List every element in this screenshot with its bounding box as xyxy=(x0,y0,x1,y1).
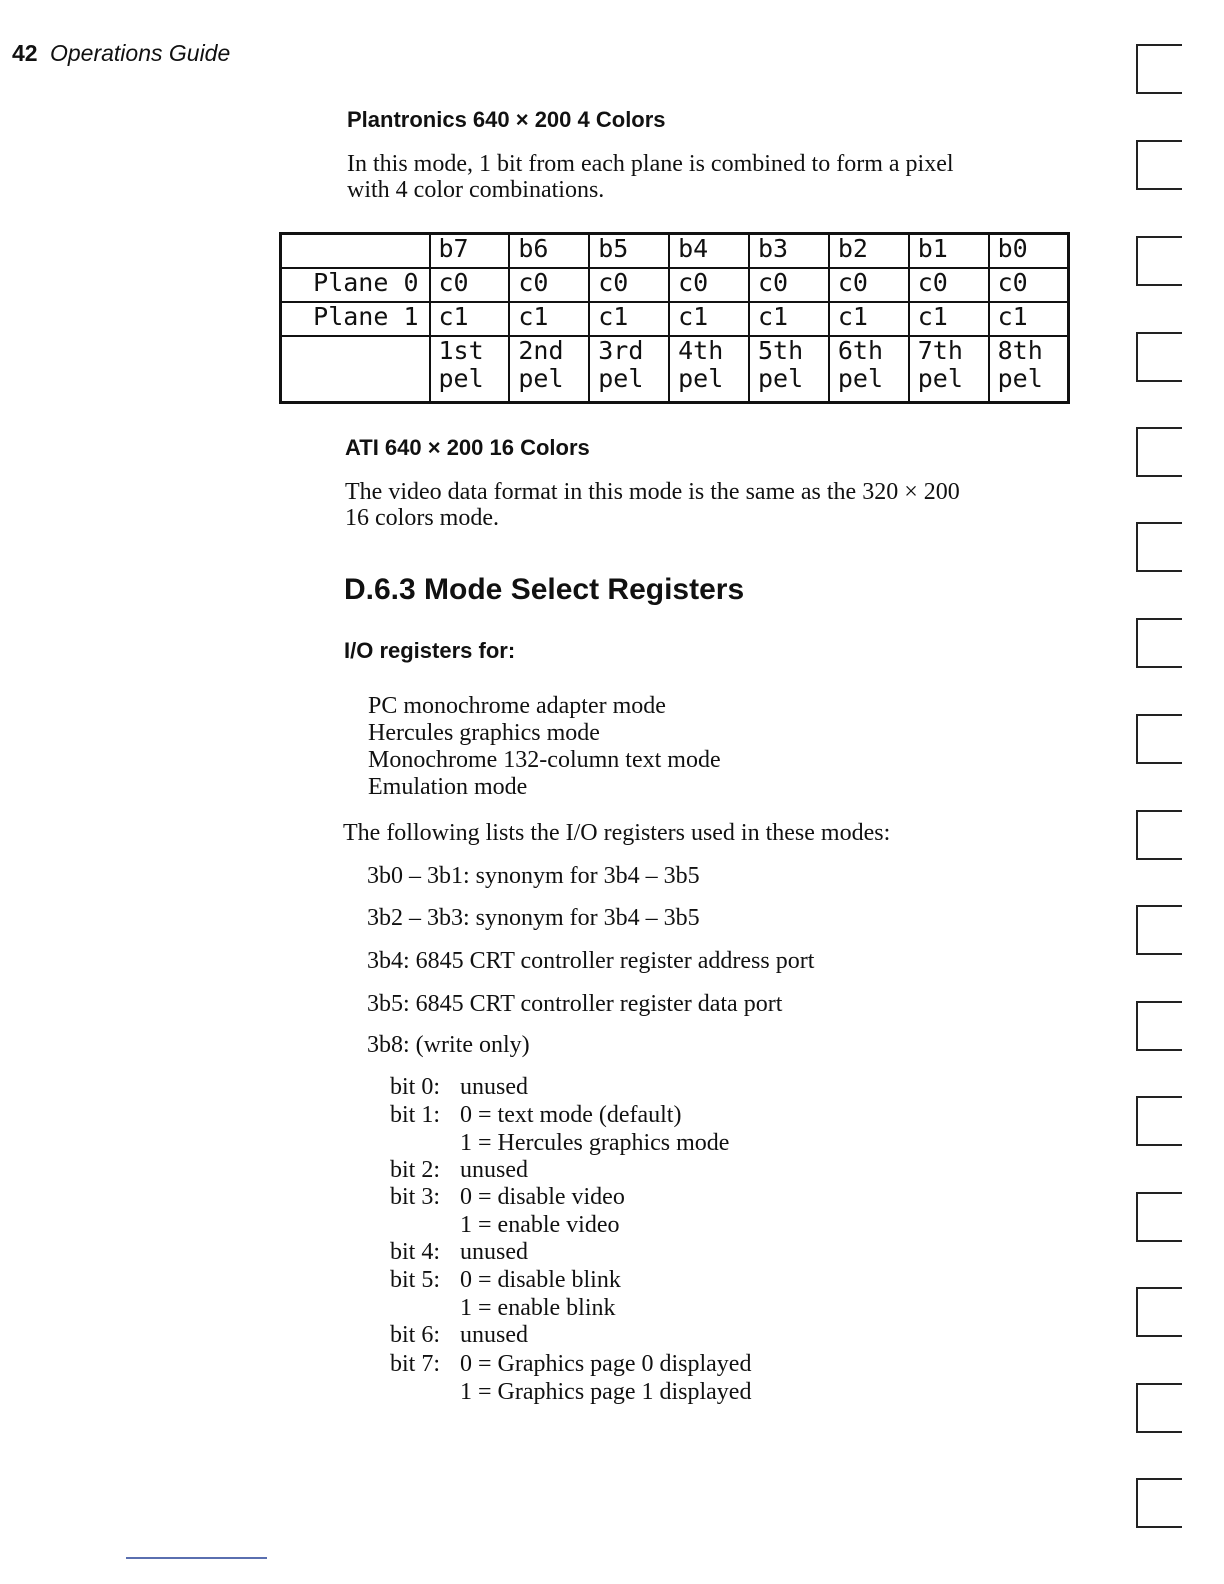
binder-tab xyxy=(1136,427,1182,477)
binder-tab xyxy=(1136,522,1182,572)
binder-tab xyxy=(1136,332,1182,382)
row-label: Plane 0 xyxy=(281,268,430,302)
bit-row: bit 1: 0 = text mode (default) xyxy=(390,1102,682,1128)
table-cell: c1 xyxy=(909,302,989,336)
table-cell: c1 xyxy=(430,302,510,336)
list-item: Hercules graphics mode xyxy=(368,720,600,746)
footer-rule xyxy=(126,1557,267,1559)
bit-plane-table xyxy=(279,232,1070,404)
register-item: 3b0 – 3b1: synonym for 3b4 – 3b5 xyxy=(367,863,700,889)
bit-row: bit 5: 0 = disable blink xyxy=(390,1267,621,1293)
ati-heading: ATI 640 × 200 16 Colors xyxy=(345,435,590,460)
row-label: Plane 1 xyxy=(281,302,430,336)
table-header-cell: b6 xyxy=(509,234,589,269)
binder-tab xyxy=(1136,1478,1182,1528)
pel-cell: 3rd pel xyxy=(589,336,669,402)
bit-row: 1 = enable blink xyxy=(460,1295,616,1321)
pel-cell: 8th pel xyxy=(989,336,1069,402)
table-cell: c0 xyxy=(829,268,909,302)
binder-tab xyxy=(1136,714,1182,764)
table-header-cell: b7 xyxy=(430,234,510,269)
table-cell: c1 xyxy=(669,302,749,336)
table-cell: c1 xyxy=(749,302,829,336)
ati-line-1: The video data format in this mode is the same as the 320 × 200 xyxy=(345,479,960,505)
bit-row: bit 4: unused xyxy=(390,1239,528,1265)
list-item: PC monochrome adapter mode xyxy=(368,693,666,719)
bit-row: bit 6: unused xyxy=(390,1322,528,1348)
pel-cell: 7th pel xyxy=(909,336,989,402)
io-heading: I/O registers for: xyxy=(344,638,516,663)
table-header-cell: b1 xyxy=(909,234,989,269)
page-number: 42 xyxy=(12,40,38,66)
binder-tab xyxy=(1136,44,1182,94)
table-cell: c0 xyxy=(749,268,829,302)
table-header-cell: b0 xyxy=(989,234,1069,269)
table-header-cell: b2 xyxy=(829,234,909,269)
bit-row: bit 2: unused xyxy=(390,1157,528,1183)
bit-row: 1 = Hercules graphics mode xyxy=(460,1130,730,1156)
bit-row: 1 = enable video xyxy=(460,1212,620,1238)
register-item: 3b4: 6845 CRT controller register address port xyxy=(367,948,815,974)
table-empty-cell xyxy=(281,336,430,402)
table-cell: c0 xyxy=(909,268,989,302)
table-cell: c0 xyxy=(589,268,669,302)
table-cell: c0 xyxy=(989,268,1069,302)
table-cell: c1 xyxy=(509,302,589,336)
bit-row: bit 3: 0 = disable video xyxy=(390,1184,625,1210)
table-header-cell: b3 xyxy=(749,234,829,269)
plantronics-line-1: In this mode, 1 bit from each plane is combined to form a pixel xyxy=(347,151,954,177)
plantronics-line-2: with 4 color combinations. xyxy=(347,177,605,203)
table-cell: c1 xyxy=(829,302,909,336)
pel-cell: 2nd pel xyxy=(509,336,589,402)
table-header-row xyxy=(281,234,1069,269)
table-header-cell: b5 xyxy=(589,234,669,269)
binder-tab xyxy=(1136,140,1182,190)
guide-title: Operations Guide xyxy=(49,40,231,66)
binder-tab xyxy=(1136,1192,1182,1242)
binder-tab xyxy=(1136,1001,1182,1051)
register-item: 3b5: 6845 CRT controller register data port xyxy=(367,991,783,1017)
running-header xyxy=(12,40,230,67)
ati-line-2: 16 colors mode. xyxy=(345,505,499,531)
binder-tab xyxy=(1136,905,1182,955)
binder-tab xyxy=(1136,1096,1182,1146)
mode-list xyxy=(368,693,721,801)
register-item: 3b8: (write only) xyxy=(367,1032,530,1058)
bit-row: 1 = Graphics page 1 displayed xyxy=(460,1379,752,1405)
pel-cell: 5th pel xyxy=(749,336,829,402)
bit-row: bit 0: unused xyxy=(390,1074,528,1100)
table-corner-cell xyxy=(281,234,430,269)
table-cell: c0 xyxy=(509,268,589,302)
binder-tab xyxy=(1136,810,1182,860)
register-item: 3b2 – 3b3: synonym for 3b4 – 3b5 xyxy=(367,905,700,931)
table-row-plane-1 xyxy=(281,302,1069,336)
binder-tab xyxy=(1136,236,1182,286)
table-row-plane-0 xyxy=(281,268,1069,302)
table-cell: c1 xyxy=(589,302,669,336)
table-cell: c0 xyxy=(430,268,510,302)
table-cell: c1 xyxy=(989,302,1069,336)
table-header-cell: b4 xyxy=(669,234,749,269)
pel-cell: 4th pel xyxy=(669,336,749,402)
bit-row: bit 7: 0 = Graphics page 0 displayed xyxy=(390,1351,752,1377)
table-cell: c0 xyxy=(669,268,749,302)
binder-tab xyxy=(1136,618,1182,668)
pel-cell: 1st pel xyxy=(430,336,510,402)
list-item: Monochrome 132-column text mode xyxy=(368,747,721,773)
list-item: Emulation mode xyxy=(368,774,528,800)
plantronics-heading: Plantronics 640 × 200 4 Colors xyxy=(347,107,666,132)
pel-cell: 6th pel xyxy=(829,336,909,402)
registers-intro: The following lists the I/O registers used in these modes: xyxy=(343,820,891,846)
binder-tab xyxy=(1136,1287,1182,1337)
section-heading: D.6.3 Mode Select Registers xyxy=(344,573,745,606)
table-row-pel xyxy=(281,336,1069,402)
binder-tab xyxy=(1136,1383,1182,1433)
